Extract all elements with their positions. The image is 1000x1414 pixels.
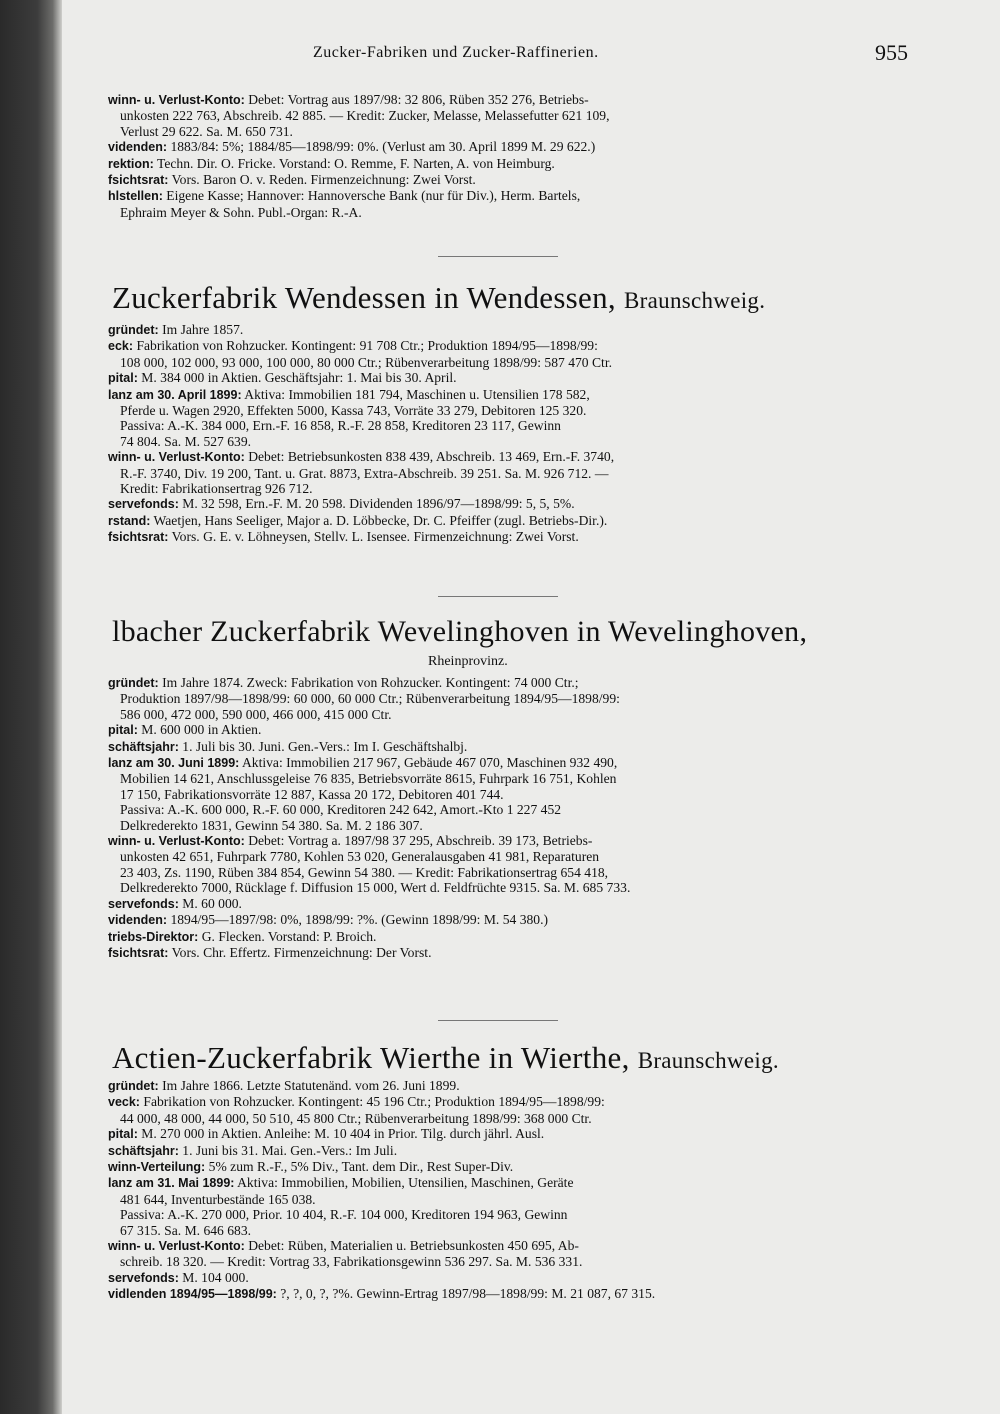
field-label: pital:: [108, 1127, 138, 1142]
title-wevelinghoven: lbacher Zuckerfabrik Wevelinghoven in Wevelinghoven,: [112, 615, 808, 648]
title-suffix-wierthe: Braunschweig.: [637, 1048, 779, 1073]
field-text: Waetjen, Hans Seeliger, Major a. D. Löbbecke, Dr. C. Pfeiffer (zugl. Betriebs-Dir.).: [153, 512, 608, 528]
text-line: [108, 787, 908, 802]
field-text: Aktiva: Immobilien, Mobilien, Utensilien, Maschinen, Geräte: [237, 1175, 574, 1191]
text-line: [108, 771, 908, 786]
text-line: [108, 912, 908, 928]
field-label: schäftsjahr:: [108, 739, 179, 754]
section-divider: [438, 596, 558, 597]
field-text: 1894/95—1897/98: 0%, 1898/99: ?%. (Gewinn 1898/99: M. 54 380.): [170, 912, 549, 928]
field-label: lanz am 30. April 1899:: [108, 387, 242, 402]
text-line: [108, 322, 908, 338]
field-label: winn- u. Verlust-Konto:: [108, 450, 245, 465]
text-line: [108, 529, 908, 545]
text-line: [108, 1254, 908, 1269]
field-text: Fabrikation von Rohzucker. Kontingent: 45 196 Ctr.; Produktion 1894/95—1898/99:: [143, 1094, 605, 1110]
text-line: [108, 818, 908, 833]
text-line: [108, 1143, 908, 1159]
field-text: M. 270 000 in Aktien. Anleihe: M. 10 404 in Prior. Tilg. durch jährl. Ausl.: [141, 1126, 545, 1142]
field-label: vidlenden 1894/95—1898/99:: [108, 1287, 277, 1302]
text-line: [108, 1286, 908, 1302]
text-line: [108, 1175, 908, 1191]
text-line: [108, 481, 908, 496]
text-line: [108, 755, 908, 771]
text-line: [108, 1192, 908, 1207]
field-label: servefonds:: [108, 896, 179, 911]
field-text: Debet: Vortrag a. 1897/98 37 295, Abschreib. 39 173, Betriebs-: [248, 833, 593, 849]
field-text: Techn. Dir. O. Fricke. Vorstand: O. Remme, F. Narten, A. von Heimburg.: [157, 155, 555, 171]
text-line: [108, 691, 908, 706]
field-label: winn- u. Verlust-Konto:: [108, 93, 245, 107]
text-line: [108, 513, 908, 529]
field-text: R.-F. 3740, Div. 19 200, Tant. u. Grat. 8873, Extra-Abschreib. 39 251. Sa. M. 926 712. —: [120, 465, 609, 481]
field-text: unkosten 42 651, Fuhrpark 7780, Kohlen 53 020, Generalausgaben 41 981, Reparaturen: [120, 849, 600, 865]
text-line: [108, 449, 908, 465]
section-divider: [438, 1020, 558, 1021]
field-text: Aktiva: Immobilien 181 794, Maschinen u. Utensilien 178 582,: [244, 386, 590, 402]
text-line: [108, 1270, 908, 1286]
field-text: 1. Juni bis 31. Mai. Gen.-Vers.: Im Juli.: [182, 1142, 398, 1158]
text-line: [108, 188, 908, 204]
field-text: Eigene Kasse; Hannover: Hannoversche Bank (nur für Div.), Herm. Bartels,: [166, 188, 581, 204]
text-line: [108, 387, 908, 403]
text-line: [108, 1207, 908, 1222]
field-label: rstand:: [108, 513, 151, 528]
text-line: [108, 945, 908, 961]
text-line: [108, 707, 908, 722]
running-title: Zucker-Fabriken und Zucker-Raffinerien.: [313, 44, 599, 61]
field-text: Passiva: A.-K. 384 000, Ern.-F. 16 858, R.-F. 28 858, Kreditoren 23 117, Gewinn: [120, 418, 561, 434]
field-text: 5% zum R.-F., 5% Div., Tant. dem Dir., Rest Super-Div.: [208, 1159, 514, 1175]
field-text: Debet: Betriebsunkosten 838 439, Abschreib. 13 469, Ern.-F. 3740,: [248, 449, 615, 465]
field-text: Aktiva: Immobilien 217 967, Gebäude 467 070, Maschinen 932 490,: [241, 755, 618, 771]
field-text: Im Jahre 1857.: [162, 322, 244, 337]
text-line: [108, 802, 908, 817]
title-suffix-wendessen: Braunschweig.: [624, 288, 766, 313]
field-text: unkosten 222 763, Abschreib. 42 885. — Kredit: Zucker, Melasse, Melassefutter 621 109,: [120, 108, 610, 124]
entry-wierthe: [108, 1078, 908, 1303]
field-text: Passiva: A.-K. 270 000, Prior. 10 404, R.-F. 104 000, Kreditoren 194 963, Gewinn: [120, 1207, 568, 1223]
field-label: schäftsjahr:: [108, 1143, 179, 1158]
field-text: Kredit: Fabrikationsertrag 926 712.: [120, 481, 313, 497]
field-text: Delkrederekto 7000, Rücklage f. Diffusion 15 000, Wert d. Feldfrüchte 9315. Sa. M. 685 733.: [120, 880, 631, 896]
title-wierthe: Actien-Zuckerfabrik Wierthe in Wierthe,: [112, 1040, 630, 1075]
field-text: Vors. G. E. v. Löhneysen, Stellv. L. Isensee. Firmenzeichnung: Zwei Vorst.: [171, 529, 579, 545]
field-label: winn-Verteilung:: [108, 1160, 206, 1175]
text-line: [108, 156, 908, 172]
field-text: M. 104 000.: [182, 1269, 249, 1285]
field-label: lanz am 30. Juni 1899:: [108, 756, 240, 771]
title-wendessen: Zuckerfabrik Wendessen in Wendessen,: [112, 280, 616, 315]
field-label: pital:: [108, 723, 138, 738]
field-text: Vors. Baron O. v. Reden. Firmenzeichnung: Zwei Vorst.: [171, 172, 476, 188]
field-text: Verlust 29 622. Sa. M. 650 731.: [120, 123, 293, 139]
section-title-wevelinghoven: [112, 615, 807, 649]
field-text: Ephraim Meyer & Sohn. Publ.-Organ: R.-A.: [120, 204, 362, 220]
field-label: videnden:: [108, 913, 168, 928]
text-line: [108, 172, 908, 188]
text-line: [108, 865, 908, 880]
field-label: eck:: [108, 339, 134, 354]
text-line: [108, 92, 908, 108]
text-line: [108, 849, 908, 864]
text-line: [108, 1159, 908, 1175]
text-line: [108, 434, 908, 449]
text-line: [108, 124, 908, 139]
text-line: [108, 675, 908, 691]
field-text: 1883/84: 5%; 1884/85—1898/99: 0%. (Verlust am 30. April 1899 M. 29 622.): [170, 139, 596, 155]
text-line: [108, 833, 908, 849]
field-text: Passiva: A.-K. 600 000, R.-F. 60 000, Kreditoren 242 642, Amort.-Kto 1 227 452: [120, 802, 562, 818]
field-label: gründet:: [108, 676, 159, 690]
text-line: [108, 370, 908, 386]
field-text: Im Jahre 1874. Zweck: Fabrikation von Rohzucker. Kontingent: 74 000 Ctr.;: [162, 675, 579, 690]
text-line: [108, 403, 908, 418]
field-text: Delkrederekto 1831, Gewinn 54 380. Sa. M. 2 186 307.: [120, 817, 423, 833]
text-line: [108, 1078, 908, 1094]
field-text: 17 150, Fabrikationsvorräte 12 887, Kassa 20 172, Debitoren 401 744.: [120, 786, 504, 802]
field-text: 1. Juli bis 30. Juni. Gen.-Vers.: Im I. Geschäftshalbj.: [182, 738, 468, 754]
field-text: Vors. Chr. Effertz. Firmenzeichnung: Der Vorst.: [171, 944, 432, 960]
text-line: [108, 108, 908, 123]
text-line: [108, 1223, 908, 1238]
field-text: M. 32 598, Ern.-F. M. 20 598. Dividenden 1896/97—1898/99: 5, 5, 5%.: [182, 496, 575, 512]
field-label: videnden:: [108, 140, 168, 155]
field-label: winn- u. Verlust-Konto:: [108, 834, 245, 849]
field-label: lanz am 31. Mai 1899:: [108, 1176, 235, 1191]
page-number: 955: [875, 40, 908, 65]
field-label: gründet:: [108, 323, 159, 337]
section-title-wendessen: [112, 280, 765, 316]
field-text: Debet: Vortrag aus 1897/98: 32 806, Rüben 352 276, Betriebs-: [248, 92, 589, 107]
field-text: 586 000, 472 000, 590 000, 466 000, 415 000 Ctr.: [120, 706, 392, 722]
field-label: fsichtsrat:: [108, 530, 169, 545]
field-text: 108 000, 102 000, 93 000, 100 000, 80 000 Ctr.; Rübenverarbeitung 1898/99: 587 470 Ctr.: [120, 354, 612, 370]
field-label: pital:: [108, 371, 138, 386]
field-text: ?, ?, 0, ?, ?%. Gewinn-Ertrag 1897/98—1898/99: M. 21 087, 67 315.: [280, 1286, 656, 1302]
field-text: M. 60 000.: [182, 895, 242, 911]
field-text: Produktion 1897/98—1898/99: 60 000, 60 000 Ctr.; Rübenverarbeitung 1894/95—1898/99:: [120, 691, 620, 707]
text-line: [108, 139, 908, 155]
field-text: 44 000, 48 000, 44 000, 50 510, 45 800 Ctr.; Rübenverarbeitung 1898/99: 368 000 Ctr.: [120, 1110, 592, 1126]
field-label: fsichtsrat:: [108, 945, 169, 960]
text-line: [108, 338, 908, 354]
text-line: [108, 496, 908, 512]
field-text: schreib. 18 320. — Kredit: Vortrag 33, Fabrikationsgewinn 536 297. Sa. M. 536 331.: [120, 1254, 583, 1270]
section-divider: [438, 256, 558, 257]
field-label: servefonds:: [108, 1270, 179, 1285]
field-text: 481 644, Inventurbestände 165 038.: [120, 1191, 316, 1207]
field-text: Mobilien 14 621, Anschlussgeleise 76 835, Betriebsvorräte 8615, Fuhrpark 16 751, Kohlen: [120, 771, 617, 787]
field-text: Im Jahre 1866. Letzte Statutenänd. vom 26. Juni 1899.: [162, 1078, 460, 1093]
field-text: 74 804. Sa. M. 527 639.: [120, 433, 252, 449]
subtitle-wevelinghoven: Rheinprovinz.: [428, 654, 508, 669]
text-line: [108, 1238, 908, 1254]
entry-wendessen: [108, 322, 908, 546]
text-line: [108, 880, 908, 895]
text-line: [108, 1094, 908, 1110]
text-line: [108, 355, 908, 370]
document-page: [108, 0, 908, 1414]
field-text: M. 600 000 in Aktien.: [141, 722, 262, 738]
text-line: [108, 418, 908, 433]
field-text: 67 315. Sa. M. 646 683.: [120, 1222, 252, 1238]
field-label: servefonds:: [108, 497, 179, 512]
text-line: [108, 929, 908, 945]
text-line: [108, 466, 908, 481]
text-line: [108, 205, 908, 220]
section-title-wierthe: [112, 1040, 779, 1076]
entry-wevelinghoven: [108, 675, 908, 961]
field-label: veck:: [108, 1095, 140, 1110]
entry-continuation: [108, 92, 908, 220]
text-line: [108, 739, 908, 755]
running-header: [108, 40, 908, 68]
field-text: M. 384 000 in Aktien. Geschäftsjahr: 1. Mai bis 30. April.: [141, 370, 457, 386]
book-binding-shadow: [0, 0, 62, 1414]
field-label: hlstellen:: [108, 189, 163, 204]
text-line: [108, 1126, 908, 1142]
field-label: triebs-Direktor:: [108, 929, 199, 944]
field-label: winn- u. Verlust-Konto:: [108, 1239, 245, 1254]
field-text: G. Flecken. Vorstand: P. Broich.: [201, 928, 377, 944]
field-label: rektion:: [108, 156, 154, 171]
field-text: Fabrikation von Rohzucker. Kontingent: 91 708 Ctr.; Produktion 1894/95—1898/99:: [136, 338, 598, 354]
field-label: gründet:: [108, 1079, 159, 1093]
field-label: fsichtsrat:: [108, 173, 169, 188]
text-line: [108, 1111, 908, 1126]
text-line: [108, 896, 908, 912]
text-line: [108, 722, 908, 738]
field-text: Debet: Rüben, Materialien u. Betriebsunkosten 450 695, Ab-: [248, 1238, 579, 1254]
field-text: Pferde u. Wagen 2920, Effekten 5000, Kassa 743, Vorräte 33 279, Debitoren 125 320.: [120, 403, 587, 419]
field-text: 23 403, Zs. 1190, Rüben 384 854, Gewinn 54 380. — Kredit: Fabrikationsertrag 654 418,: [120, 864, 609, 880]
